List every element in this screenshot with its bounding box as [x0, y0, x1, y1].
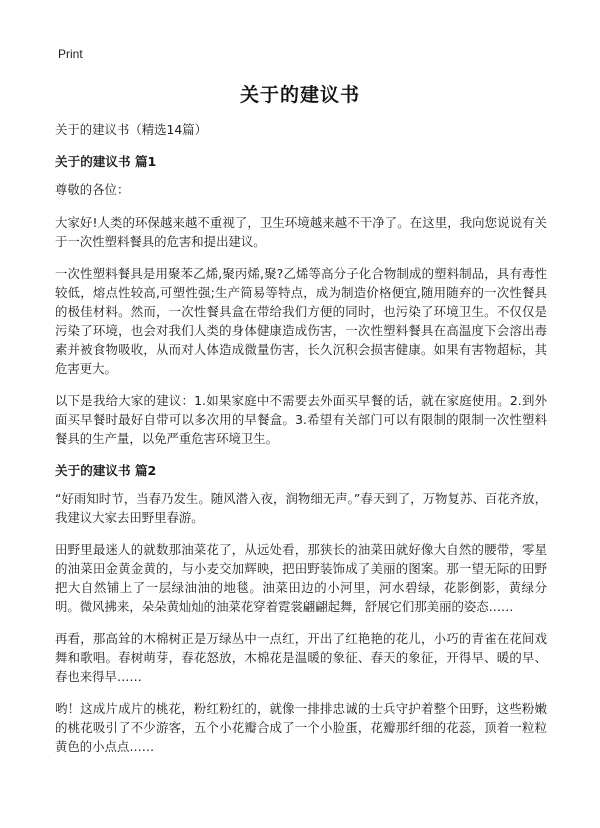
print-link[interactable]: Print — [58, 47, 83, 61]
section-heading-2: 关于的建议书 篇2 — [55, 463, 157, 478]
document-body — [55, 120, 547, 769]
section-2-paragraph: “好雨知时节，当春乃发生。随风潜入夜，润物细无声。”春天到了，万物复苏、百花齐放，我建议大家去田野里春游。 — [55, 491, 547, 525]
document-subtitle: 关于的建议书（精选14篇） — [55, 122, 208, 137]
section-1-paragraph: 一次性塑料餐具是用聚苯乙烯,聚丙烯,聚?乙烯等高分子化合物制成的塑料制品，具有毒性较低，熔点性较高,可塑性强;生产简易等特点，成为制造价格便宜,随用随弃的一次性餐具的极佳材料。然而，一次性餐具盒在带给我们方便的同时，也污染了环境卫生。不仅仅是污染了环境，也会对我们人类的身体健康造成伤害，一次性塑料餐具在高温度下会溶出毒素并被食物吸收，从而对人体造成微量伤害，长久沉积会损害健康。如果有害物超标，其危害更大。 — [55, 266, 547, 376]
section-2-paragraph: 田野里最迷人的就数那油菜花了，从远处看，那狭长的油菜田就好像大自然的腰带，零星的油菜田金黄金黄的，与小麦交加辉映，把田野装饰成了美丽的图案。那一望无际的田野把大自然铺上了一层绿油油的地毯。油菜田边的小河里，河水碧绿，花影倒影，黄绿分明。微风拂来，朵朵黄灿灿的油菜花穿着霓裳翩翩起舞，舒展它们那美丽的姿态…… — [55, 542, 547, 614]
section-1-greeting: 尊敬的各位： — [55, 182, 130, 197]
section-2-paragraph: 哟！这成片成片的桃花，粉红粉红的，就像一排排忠诚的士兵守护着整个田野，这些粉嫩的桃花吸引了不少游客，五个小花瓣合成了一个小脸蛋，花瓣那纤细的花蕊，顶着一粒粒黄色的小点点…… — [55, 701, 547, 754]
section-heading-1: 关于的建议书 篇1 — [55, 154, 157, 169]
section-1-paragraph: 以下是我给大家的建议：1.如果家庭中不需要去外面买早餐的话，就在家庭使用。2.到外面买早餐时最好自带可以多次用的早餐盒。3.希望有关部门可以有限制的限制一次性塑料餐具的生产量，以免严重危害环境卫生。 — [55, 393, 547, 446]
document-title: 关于的建议书 — [239, 84, 360, 106]
section-2-paragraph: 再看，那高耸的木棉树正是万绿丛中一点红，开出了红艳艳的花儿，小巧的青雀在花间戏舞和歌唱。春树萌芽，春花怒放，木棉花是温暖的象征、春天的象征，开得早、暖的早、春也来得早…… — [55, 631, 547, 684]
section-1-paragraph: 大家好!人类的环保越来越不重视了，卫生环境越来越不干净了。在这里，我向您说说有关于一次性塑料餐具的危害和提出建议。 — [55, 215, 547, 249]
